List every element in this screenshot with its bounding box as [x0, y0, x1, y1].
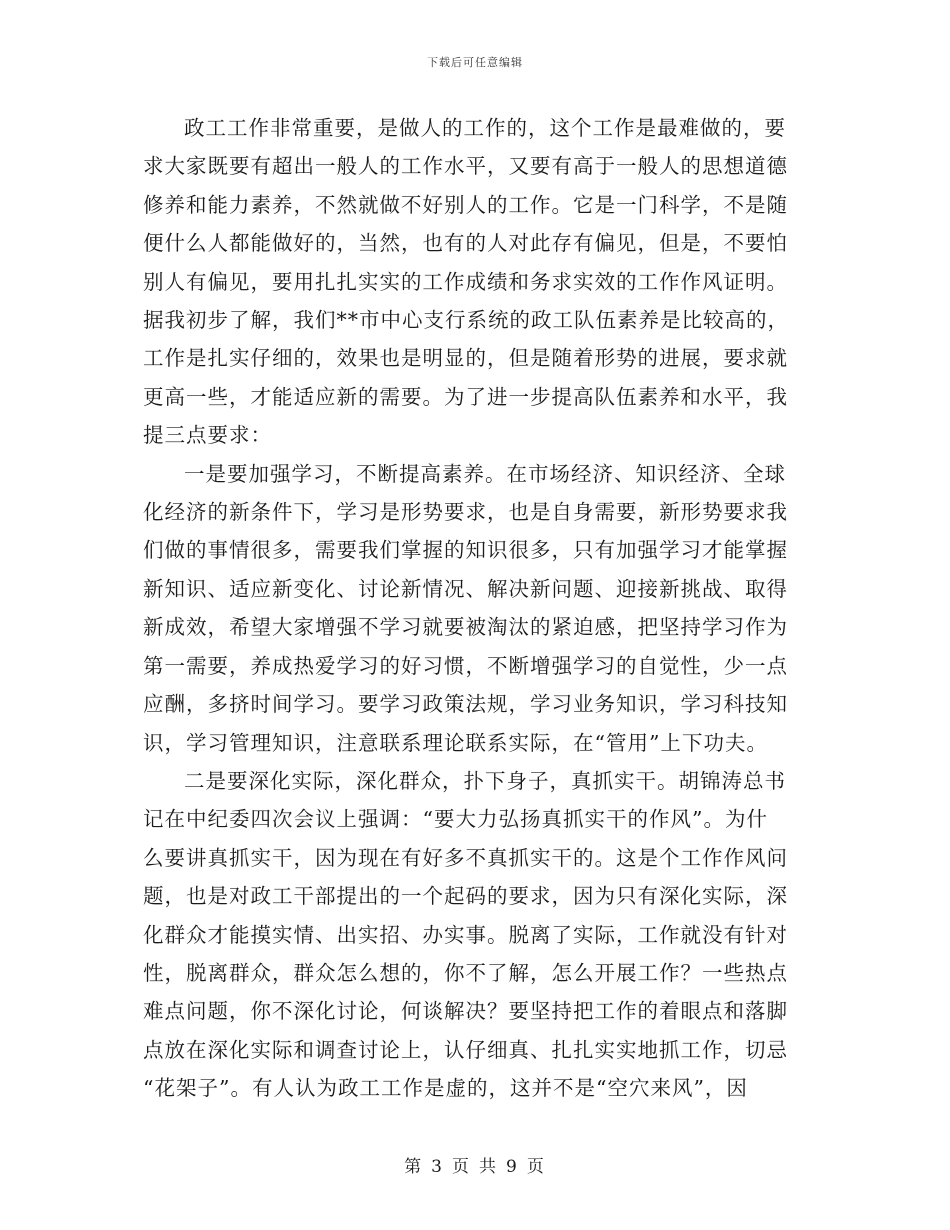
text-line: 新知识、适应新变化、讨论新情况、解决新问题、迎接新挑战、取得: [143, 576, 788, 601]
text-line: 别人有偏见，要用扎扎实实的工作成绩和务求实效的工作作风证明。: [143, 269, 788, 294]
text-line: 政工工作非常重要，是做人的工作的，这个工作是最难做的，要: [184, 116, 786, 140]
current-page-number: 3: [431, 1157, 444, 1177]
text-line: 题，也是对政工干部提出的一个起码的要求，因为只有深化实际，深: [143, 884, 788, 909]
footer-label-di: 第: [404, 1157, 424, 1177]
page-footer: [0, 1152, 950, 1177]
text-line: 记在中纪委四次会议上强调：“要大力弘扬真抓实干的作风”。为什: [143, 807, 768, 832]
page-header: 下载后可任意编辑: [427, 56, 523, 69]
text-line: 求大家既要有超出一般人的工作水平，又要有高于一般人的思想道德: [143, 154, 788, 179]
text-line: 提三点要求：: [143, 423, 272, 448]
text-line: 二是要深化实际，深化群众，扑下身子，真抓实干。胡锦涛总书: [184, 768, 786, 793]
text-line: 化群众才能摸实情、出实招、办实事。脱离了实际，工作就没有针对: [143, 922, 788, 947]
text-line: 新成效，希望大家增强不学习就要被淘汰的紧迫感，把坚持学习作为: [143, 615, 788, 640]
text-line: 应酬，多挤时间学习。要学习政策法规，学习业务知识，学习科技知: [143, 692, 788, 717]
text-line: 第一需要，养成热爱学习的好习惯，不断增强学习的自觉性，少一点: [143, 653, 788, 678]
text-line: 性，脱离群众，群众怎么想的，你不了解，怎么开展工作？一些热点: [143, 960, 788, 985]
text-line: “花架子”。有人认为政工工作是虚的，这并不是“空穴来风”，因: [143, 1076, 748, 1101]
text-line: 们做的事情很多，需要我们掌握的知识很多，只有加强学习才能掌握: [143, 538, 788, 563]
text-line: 识，学习管理知识，注意联系理论联系实际，在“管用”上下功夫。: [143, 730, 768, 755]
text-line: 据我初步了解，我们**市中心支行系统的政工队伍素养是比较高的，: [143, 308, 789, 333]
paragraph-point-two: [143, 762, 797, 1108]
footer-label-ye: 页: [452, 1157, 471, 1177]
footer-label-gong: 共: [479, 1157, 498, 1177]
text-line: 便什么人都能做好的，当然，也有的人对此存有偏见，但是，不要怕: [143, 231, 788, 256]
paragraph-point-one: [143, 455, 797, 762]
document-body: [143, 109, 797, 1108]
text-line: 修养和能力素养，不然就做不好别人的工作。它是一门科学，不是随: [143, 192, 788, 217]
text-line: 化经济的新条件下，学习是形势要求，也是自身需要，新形势要求我: [143, 500, 788, 525]
text-line: 更高一些，才能适应新的需要。为了进一步提高队伍素养和水平，我: [143, 384, 788, 409]
footer-label-ye-end: 页: [526, 1157, 546, 1177]
text-line: 工作是扎实仔细的，效果也是明显的，但是随着形势的进展，要求就: [143, 346, 788, 371]
paragraph-intro: [143, 109, 797, 455]
text-line: 难点问题，你不深化讨论，何谈解决？要坚持把工作的着眼点和落脚: [143, 999, 788, 1024]
total-page-count: 9: [506, 1157, 519, 1177]
text-line: 一是要加强学习，不断提高素养。在市场经济、知识经济、全球: [184, 461, 786, 486]
text-line: 么要讲真抓实干，因为现在有好多不真抓实干的。这是个工作作风问: [143, 845, 788, 870]
text-line: 点放在深化实际和调查讨论上，认仔细真、扎扎实实地抓工作，切忌: [143, 1037, 788, 1062]
